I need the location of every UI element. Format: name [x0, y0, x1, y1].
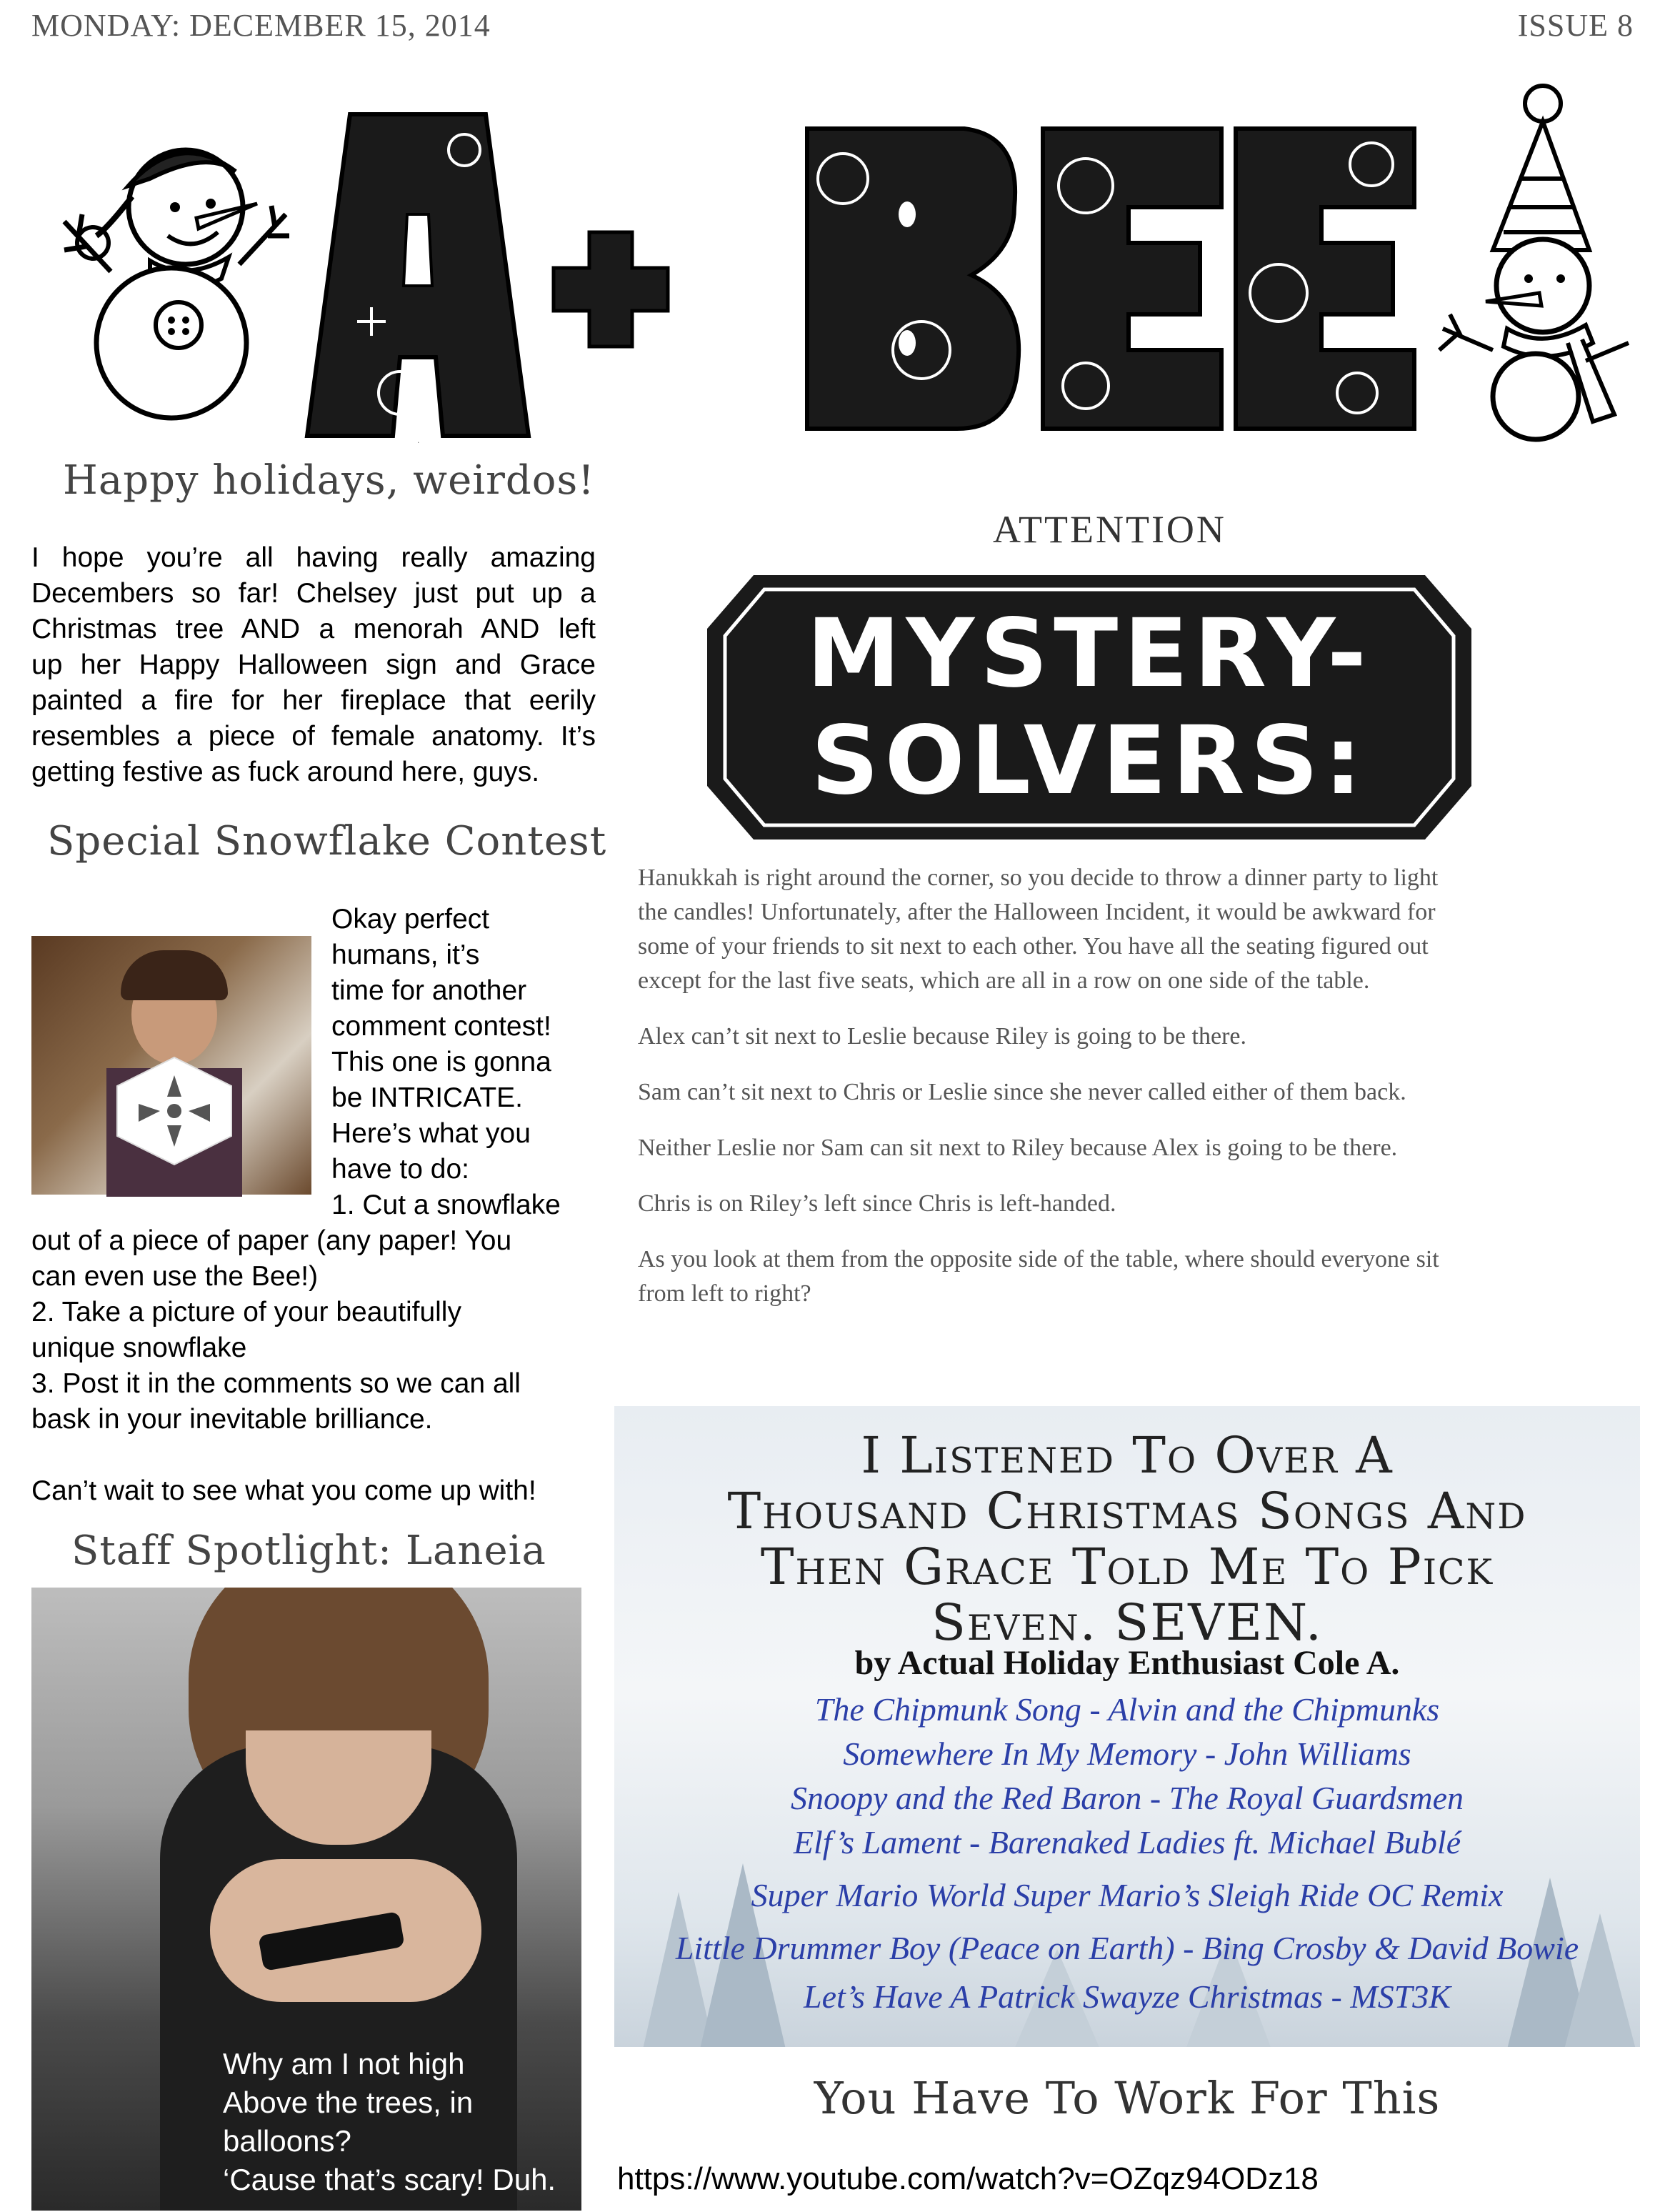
- text-line: comment contest!: [331, 1011, 551, 1042]
- songs-list: [614, 1690, 1640, 2022]
- songs-panel: [614, 1406, 1640, 2047]
- text-line: I hope you’re all having really amazing: [31, 542, 596, 573]
- song-item: Super Mario World Super Mario’s Sleigh Ride OC Remix: [751, 1877, 1504, 1913]
- issue-number: ISSUE 8: [1517, 8, 1634, 43]
- contest-side-text: [331, 902, 603, 1223]
- work-heading: You Have To Work For This: [814, 2072, 1441, 2124]
- spotlight-photo: [31, 1588, 581, 2211]
- songs-title: [614, 1428, 1640, 1650]
- mystery-title: [746, 600, 1432, 814]
- paper-snowflake-icon: [110, 1054, 239, 1168]
- holidays-body: [31, 540, 596, 790]
- song-item: Elf’s Lament - Barenaked Ladies ft. Michael Bublé: [793, 1824, 1461, 1860]
- mystery-sign: [704, 572, 1475, 843]
- intro-line: Hanukkah is right around the corner, so you decide to throw a dinner party to light: [638, 865, 1439, 891]
- mystery-puzzle: [638, 861, 1624, 1332]
- spotlight-heading: Staff Spotlight: Laneia: [71, 1528, 546, 1574]
- text-line: 2. Take a picture of your beautifully: [31, 1297, 461, 1327]
- intro-line: the candles! Unfortunately, after the Halloween Incident, it would be awkward for: [638, 899, 1436, 925]
- mystery-title-line2: SOLVERS:: [811, 706, 1368, 816]
- song-item: Let’s Have A Patrick Swayze Christmas - MST3K: [804, 1978, 1451, 2015]
- text-line: Christmas tree AND a menorah AND left: [31, 614, 596, 644]
- snowman-right-icon: [1400, 79, 1636, 443]
- clue-2: Sam can’t sit next to Chris or Leslie since she never called either of them back.: [638, 1079, 1406, 1105]
- songs-title-line: Then Grace Told Me To Pick: [760, 1538, 1494, 1596]
- songs-byline: by Actual Holiday Enthusiast Cole A.: [854, 1644, 1400, 1682]
- text-line: can even use the Bee!): [31, 1261, 319, 1292]
- songs-title-line: Seven. SEVEN.: [931, 1593, 1323, 1652]
- text-line: painted a fire for her fireplace that eerily: [31, 685, 596, 716]
- text-line: Here’s what you: [331, 1118, 531, 1149]
- question-line: As you look at them from the opposite side of the table, where should everyone sit: [638, 1246, 1439, 1272]
- text-line: out of a piece of paper (any paper! You: [31, 1225, 512, 1256]
- song-item: The Chipmunk Song - Alvin and the Chipmunks: [814, 1691, 1440, 1728]
- caption-line: Above the trees, in balloons?: [223, 2086, 474, 2158]
- spotlight-caption: [223, 2045, 581, 2199]
- text-line: Okay perfect: [331, 904, 490, 935]
- clue-4: Chris is on Riley’s left since Chris is left-handed.: [638, 1190, 1116, 1217]
- contest-heading: Special Snowflake Contest: [47, 818, 607, 865]
- masthead-plus: [550, 229, 671, 350]
- intro-line: except for the last five seats, which are all in a row on one side of the table.: [638, 967, 1370, 994]
- text-line: getting festive as fuck around here, guys.: [31, 757, 540, 787]
- text-line: be INTRICATE.: [331, 1082, 523, 1113]
- text-line: up her Happy Halloween sign and Grace: [31, 649, 596, 680]
- masthead: [29, 79, 1636, 443]
- contest-full-text: [31, 1223, 603, 1509]
- text-line: time for another: [331, 975, 527, 1006]
- masthead-letter-e2: [1229, 121, 1421, 436]
- masthead-letter-a: [300, 107, 536, 443]
- clue-1: Alex can’t sit next to Leslie because Riley is going to be there.: [638, 1023, 1246, 1050]
- song-item: Little Drummer Boy (Peace on Earth) - Bing Crosby & David Bowie: [675, 1930, 1579, 1966]
- mystery-title-line1: MYSTERY-: [806, 599, 1372, 709]
- masthead-letter-e1: [1036, 121, 1229, 436]
- caption-line: ‘Cause that’s scary! Duh.: [223, 2163, 556, 2196]
- clue-3: Neither Leslie nor Sam can sit next to Riley because Alex is going to be there.: [638, 1135, 1398, 1161]
- text-line: bask in your inevitable brilliance.: [31, 1404, 433, 1435]
- issue-date: MONDAY: DECEMBER 15, 2014: [31, 8, 491, 43]
- text-line: This one is gonna: [331, 1047, 551, 1077]
- youtube-link[interactable]: https://www.youtube.com/watch?v=OZqz94ODz18: [617, 2161, 1319, 2196]
- holidays-heading: Happy holidays, weirdos!: [63, 457, 595, 504]
- contest-closing: Can’t wait to see what you come up with!: [31, 1475, 536, 1506]
- caption-line: Why am I not high: [223, 2047, 465, 2081]
- attention-label: ATTENTION: [993, 508, 1226, 551]
- svg-text:A: A: [418, 442, 419, 443]
- songs-title-line: I Listened To Over A: [861, 1426, 1394, 1485]
- song-item: Somewhere In My Memory - John Williams: [843, 1735, 1411, 1772]
- text-line: 3. Post it in the comments so we can all: [31, 1368, 521, 1399]
- songs-title-line: Thousand Christmas Songs And: [727, 1482, 1527, 1540]
- text-line: resembles a piece of female anatomy. It’s: [31, 721, 596, 752]
- person-hair: [121, 950, 228, 1000]
- snowman-left-icon: [43, 129, 300, 429]
- text-line: humans, it’s: [331, 940, 480, 970]
- intro-line: some of your friends to sit next to each other. You have all the seating figured out: [638, 933, 1429, 960]
- song-item: Snoopy and the Red Baron - The Royal Guardsmen: [791, 1780, 1464, 1816]
- snowflake-photo: [31, 936, 311, 1195]
- question-line: from left to right?: [638, 1280, 811, 1307]
- text-line: Decembers so far! Chelsey just put up a: [31, 578, 596, 609]
- text-line: 1. Cut a snowflake: [331, 1190, 561, 1220]
- text-line: have to do:: [331, 1154, 469, 1185]
- masthead-letter-b: [800, 121, 1029, 436]
- text-line: unique snowflake: [31, 1332, 247, 1363]
